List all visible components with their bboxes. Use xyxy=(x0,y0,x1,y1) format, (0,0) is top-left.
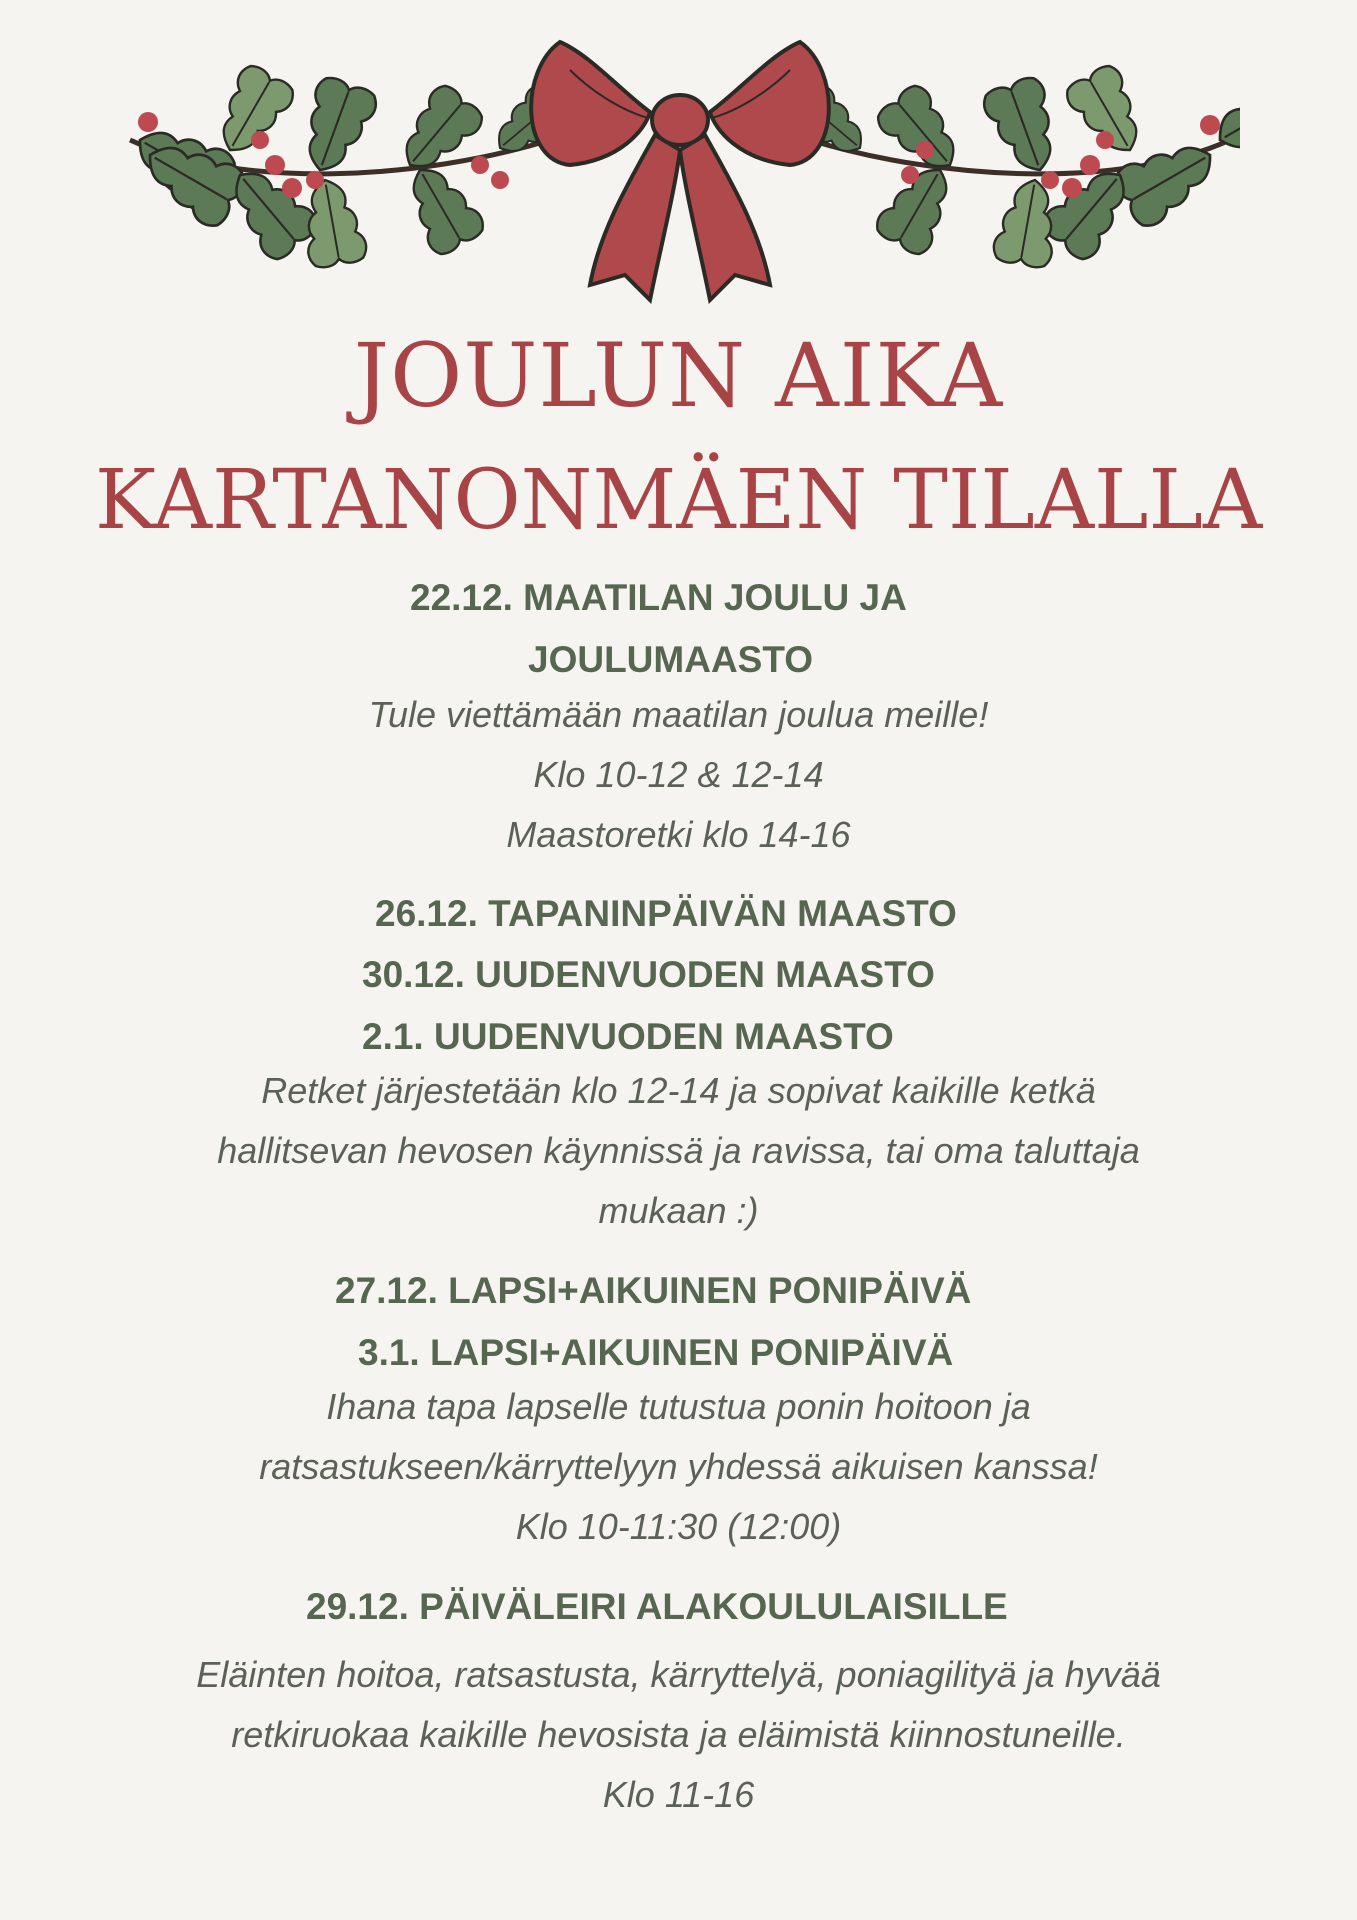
event-3-desc-line-3: Klo 10-11:30 (12:00) xyxy=(515,1506,842,1547)
event-2-desc-line-2: hallitsevan hevosen käynnissä ja ravissa, tai oma taluttaja xyxy=(217,1130,1140,1171)
event-4-desc-line-2: retkiruokaa kaikille hevosista ja eläimistä kiinnostuneille. xyxy=(231,1714,1126,1755)
event-3-heading-1: 27.12. LAPSI+AIKUINEN PONIPÄIVÄ xyxy=(335,1270,972,1311)
event-2-heading-3: 2.1. UUDENVUODEN MAASTO xyxy=(362,1016,894,1057)
title-line-2: KARTANONMÄEN TILALLA xyxy=(94,453,1263,548)
event-3-desc-line-2: ratsastukseen/kärryttelyyn yhdessä aikuisen kanssa! xyxy=(259,1446,1098,1487)
event-3-heading-2: 3.1. LAPSI+AIKUINEN PONIPÄIVÄ xyxy=(358,1332,954,1373)
event-3-desc-line-1: Ihana tapa lapselle tutustua ponin hoitoon ja xyxy=(326,1386,1031,1427)
event-1-desc-line-2: Klo 10-12 & 12-14 xyxy=(533,754,824,795)
event-4-desc-line-3: Klo 11-16 xyxy=(602,1774,755,1815)
event-4-heading: 29.12. PÄIVÄLEIRI ALAKOULULAISILLE xyxy=(306,1586,1008,1627)
event-1-heading-line-2: JOULUMAASTO xyxy=(528,639,814,680)
event-4-desc-line-1: Eläinten hoitoa, ratsastusta, kärryttelyä, poniagilityä ja hyvää xyxy=(196,1654,1161,1695)
title-line-1: JOULUN AIKA xyxy=(353,324,1004,427)
event-1-desc-line-3: Maastoretki klo 14-16 xyxy=(506,814,851,855)
event-2-desc-line-1: Retket järjestetään klo 12-14 ja sopivat kaikille ketkä xyxy=(261,1070,1096,1111)
holly-bow-garland xyxy=(120,30,1240,310)
event-1-heading-line-1: 22.12. MAATILAN JOULU JA xyxy=(410,577,907,618)
event-2-heading-2: 30.12. UUDENVUODEN MAASTO xyxy=(362,954,935,995)
event-1-desc-line-1: Tule viettämään maatilan joulua meille! xyxy=(368,694,989,735)
event-2-desc-line-3: mukaan :) xyxy=(598,1190,759,1231)
event-2-heading-1: 26.12. TAPANINPÄIVÄN MAASTO xyxy=(375,893,957,934)
